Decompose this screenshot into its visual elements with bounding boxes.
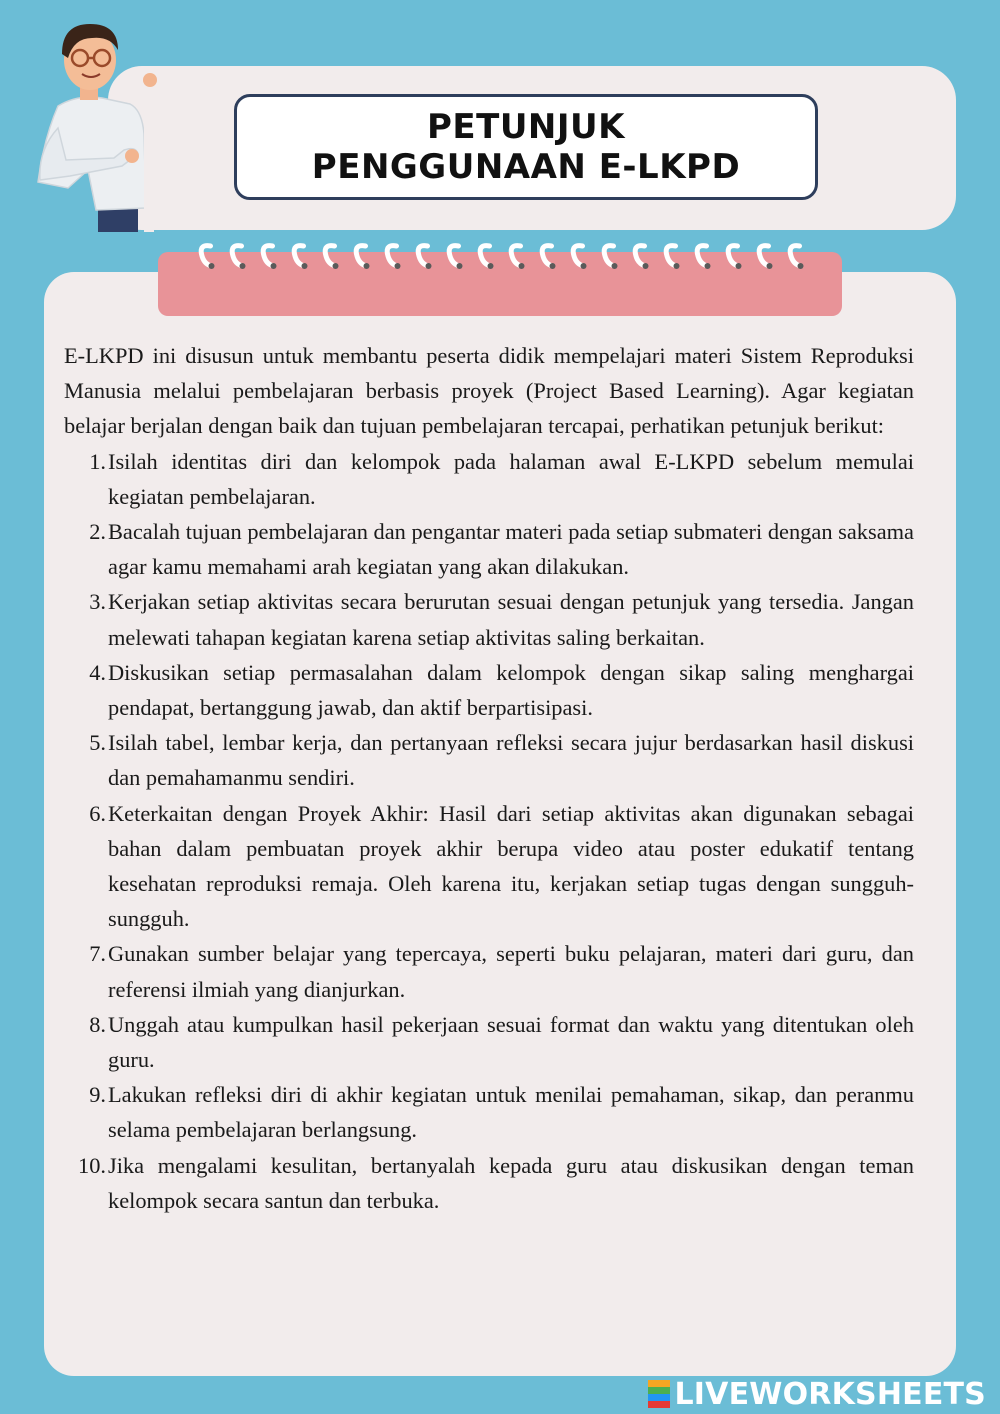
step-item xyxy=(64,725,914,795)
step-number: 1. xyxy=(89,448,106,474)
spiral-ring xyxy=(449,246,459,266)
spiral-hole xyxy=(302,263,308,269)
step-text: Bacalah tujuan pembelajaran dan pengantar materi pada setiap submateri dengan saksama agar kamu memahami arah kegiatan yang akan dilakukan. xyxy=(108,519,914,580)
spiral-hole xyxy=(426,263,432,269)
step-number: 6. xyxy=(89,800,106,826)
spiral-ring xyxy=(511,246,521,266)
spiral-ring xyxy=(232,246,242,266)
spiral-hole xyxy=(333,263,339,269)
teacher-illustration xyxy=(18,10,168,232)
spiral-ring xyxy=(294,246,304,266)
steps-list xyxy=(64,444,914,1218)
spiral-hole xyxy=(705,263,711,269)
step-number: 2. xyxy=(89,519,106,545)
title-line-1: PETUNJUK xyxy=(426,107,625,147)
spiral-ring xyxy=(263,246,273,266)
spiral-hole xyxy=(674,263,680,269)
spiral-hole xyxy=(457,263,463,269)
spiral-rings-icon xyxy=(190,236,810,276)
spiral-hole xyxy=(581,263,587,269)
step-item xyxy=(64,936,914,1006)
spiral-ring xyxy=(697,246,707,266)
spiral-hole xyxy=(488,263,494,269)
step-text: Unggah atau kumpulkan hasil pekerjaan sesuai format dan waktu yang ditentukan oleh guru. xyxy=(108,1011,914,1073)
step-item xyxy=(64,1077,914,1147)
liveworksheets-logo[interactable] xyxy=(648,1376,986,1412)
step-number: 3. xyxy=(89,589,106,615)
logo-text: LIVEWORKSHEETS xyxy=(674,1376,986,1412)
step-item xyxy=(64,444,914,514)
spiral-ring xyxy=(325,246,335,266)
spiral-hole xyxy=(612,263,618,269)
spiral-hole xyxy=(798,263,804,269)
intro-paragraph: E-LKPD ini disusun untuk membantu peserta didik mempelajari materi Sistem Reproduksi Manusia melalui pembelajaran berbasis proyek (Project Based Learning). Agar kegiatan belajar berjalan dengan baik dan tujuan pembelajaran tercapai, perhatikan petunjuk berikut: xyxy=(64,343,914,439)
step-number: 7. xyxy=(89,941,106,967)
title-line-2: PENGGUNAAN E-LKPD xyxy=(311,147,741,187)
spiral-hole xyxy=(736,263,742,269)
step-number: 5. xyxy=(89,730,106,756)
step-item xyxy=(64,1007,914,1077)
spiral-ring xyxy=(790,246,800,266)
spiral-ring xyxy=(480,246,490,266)
spiral-hole xyxy=(271,263,277,269)
spiral-ring xyxy=(759,246,769,266)
step-text: Kerjakan setiap aktivitas secara berurutan sesuai dengan petunjuk yang tersedia. Jangan melewati tahapan kegiatan karena setiap aktivitas saling berkaitan. xyxy=(108,589,914,650)
step-text: Isilah identitas diri dan kelompok pada halaman awal E-LKPD sebelum memulai kegiatan pembelajaran. xyxy=(108,448,914,509)
spiral-hole xyxy=(550,263,556,269)
spiral-ring xyxy=(604,246,614,266)
spiral-ring xyxy=(356,246,366,266)
spiral-hole xyxy=(767,263,773,269)
logo-icon xyxy=(648,1380,670,1408)
spiral-ring xyxy=(635,246,645,266)
spiral-hole xyxy=(395,263,401,269)
spiral-ring xyxy=(387,246,397,266)
spiral-hole xyxy=(209,263,215,269)
step-text: Isilah tabel, lembar kerja, dan pertanyaan refleksi secara jujur berdasarkan hasil diskusi dan pemahamanmu sendiri. xyxy=(108,730,914,791)
step-text: Diskusikan setiap permasalahan dalam kelompok dengan sikap saling menghargai pendapat, bertanggung jawab, dan aktif berpartisipasi. xyxy=(108,659,914,721)
step-text: Keterkaitan dengan Proyek Akhir: Hasil dari setiap aktivitas akan digunakan sebagai bahan dalam pembuatan proyek akhir berupa video atau poster edukatif tentang kesehatan reproduksi remaja. Oleh karena itu, kerjakan setiap tugas dengan sungguh-sungguh. xyxy=(108,800,914,932)
content-area xyxy=(64,338,914,1218)
step-item xyxy=(64,796,914,937)
step-item xyxy=(64,514,914,584)
spiral-ring xyxy=(666,246,676,266)
spiral-hole xyxy=(643,263,649,269)
spiral-hole xyxy=(519,263,525,269)
step-item xyxy=(64,584,914,654)
spiral-ring xyxy=(728,246,738,266)
step-text: Jika mengalami kesulitan, bertanyalah kepada guru atau diskusikan dengan teman kelompok secara santun dan terbuka. xyxy=(108,1152,914,1213)
spiral-hole xyxy=(240,263,246,269)
step-number: 4. xyxy=(89,659,106,685)
step-item xyxy=(64,655,914,725)
title-box xyxy=(234,94,818,200)
spiral-hole xyxy=(364,263,370,269)
spiral-ring xyxy=(542,246,552,266)
spiral-ring xyxy=(573,246,583,266)
step-text: Lakukan refleksi diri di akhir kegiatan untuk menilai pemahaman, sikap, dan peranmu selama pembelajaran berlangsung. xyxy=(108,1082,914,1143)
step-text: Gunakan sumber belajar yang tepercaya, seperti buku pelajaran, materi dari guru, dan referensi ilmiah yang dianjurkan. xyxy=(108,941,914,1002)
step-number: 10. xyxy=(78,1152,106,1178)
step-number: 8. xyxy=(89,1011,106,1037)
step-item xyxy=(64,1148,914,1218)
step-number: 9. xyxy=(89,1082,106,1108)
spiral-ring xyxy=(418,246,428,266)
spiral-ring xyxy=(201,246,211,266)
